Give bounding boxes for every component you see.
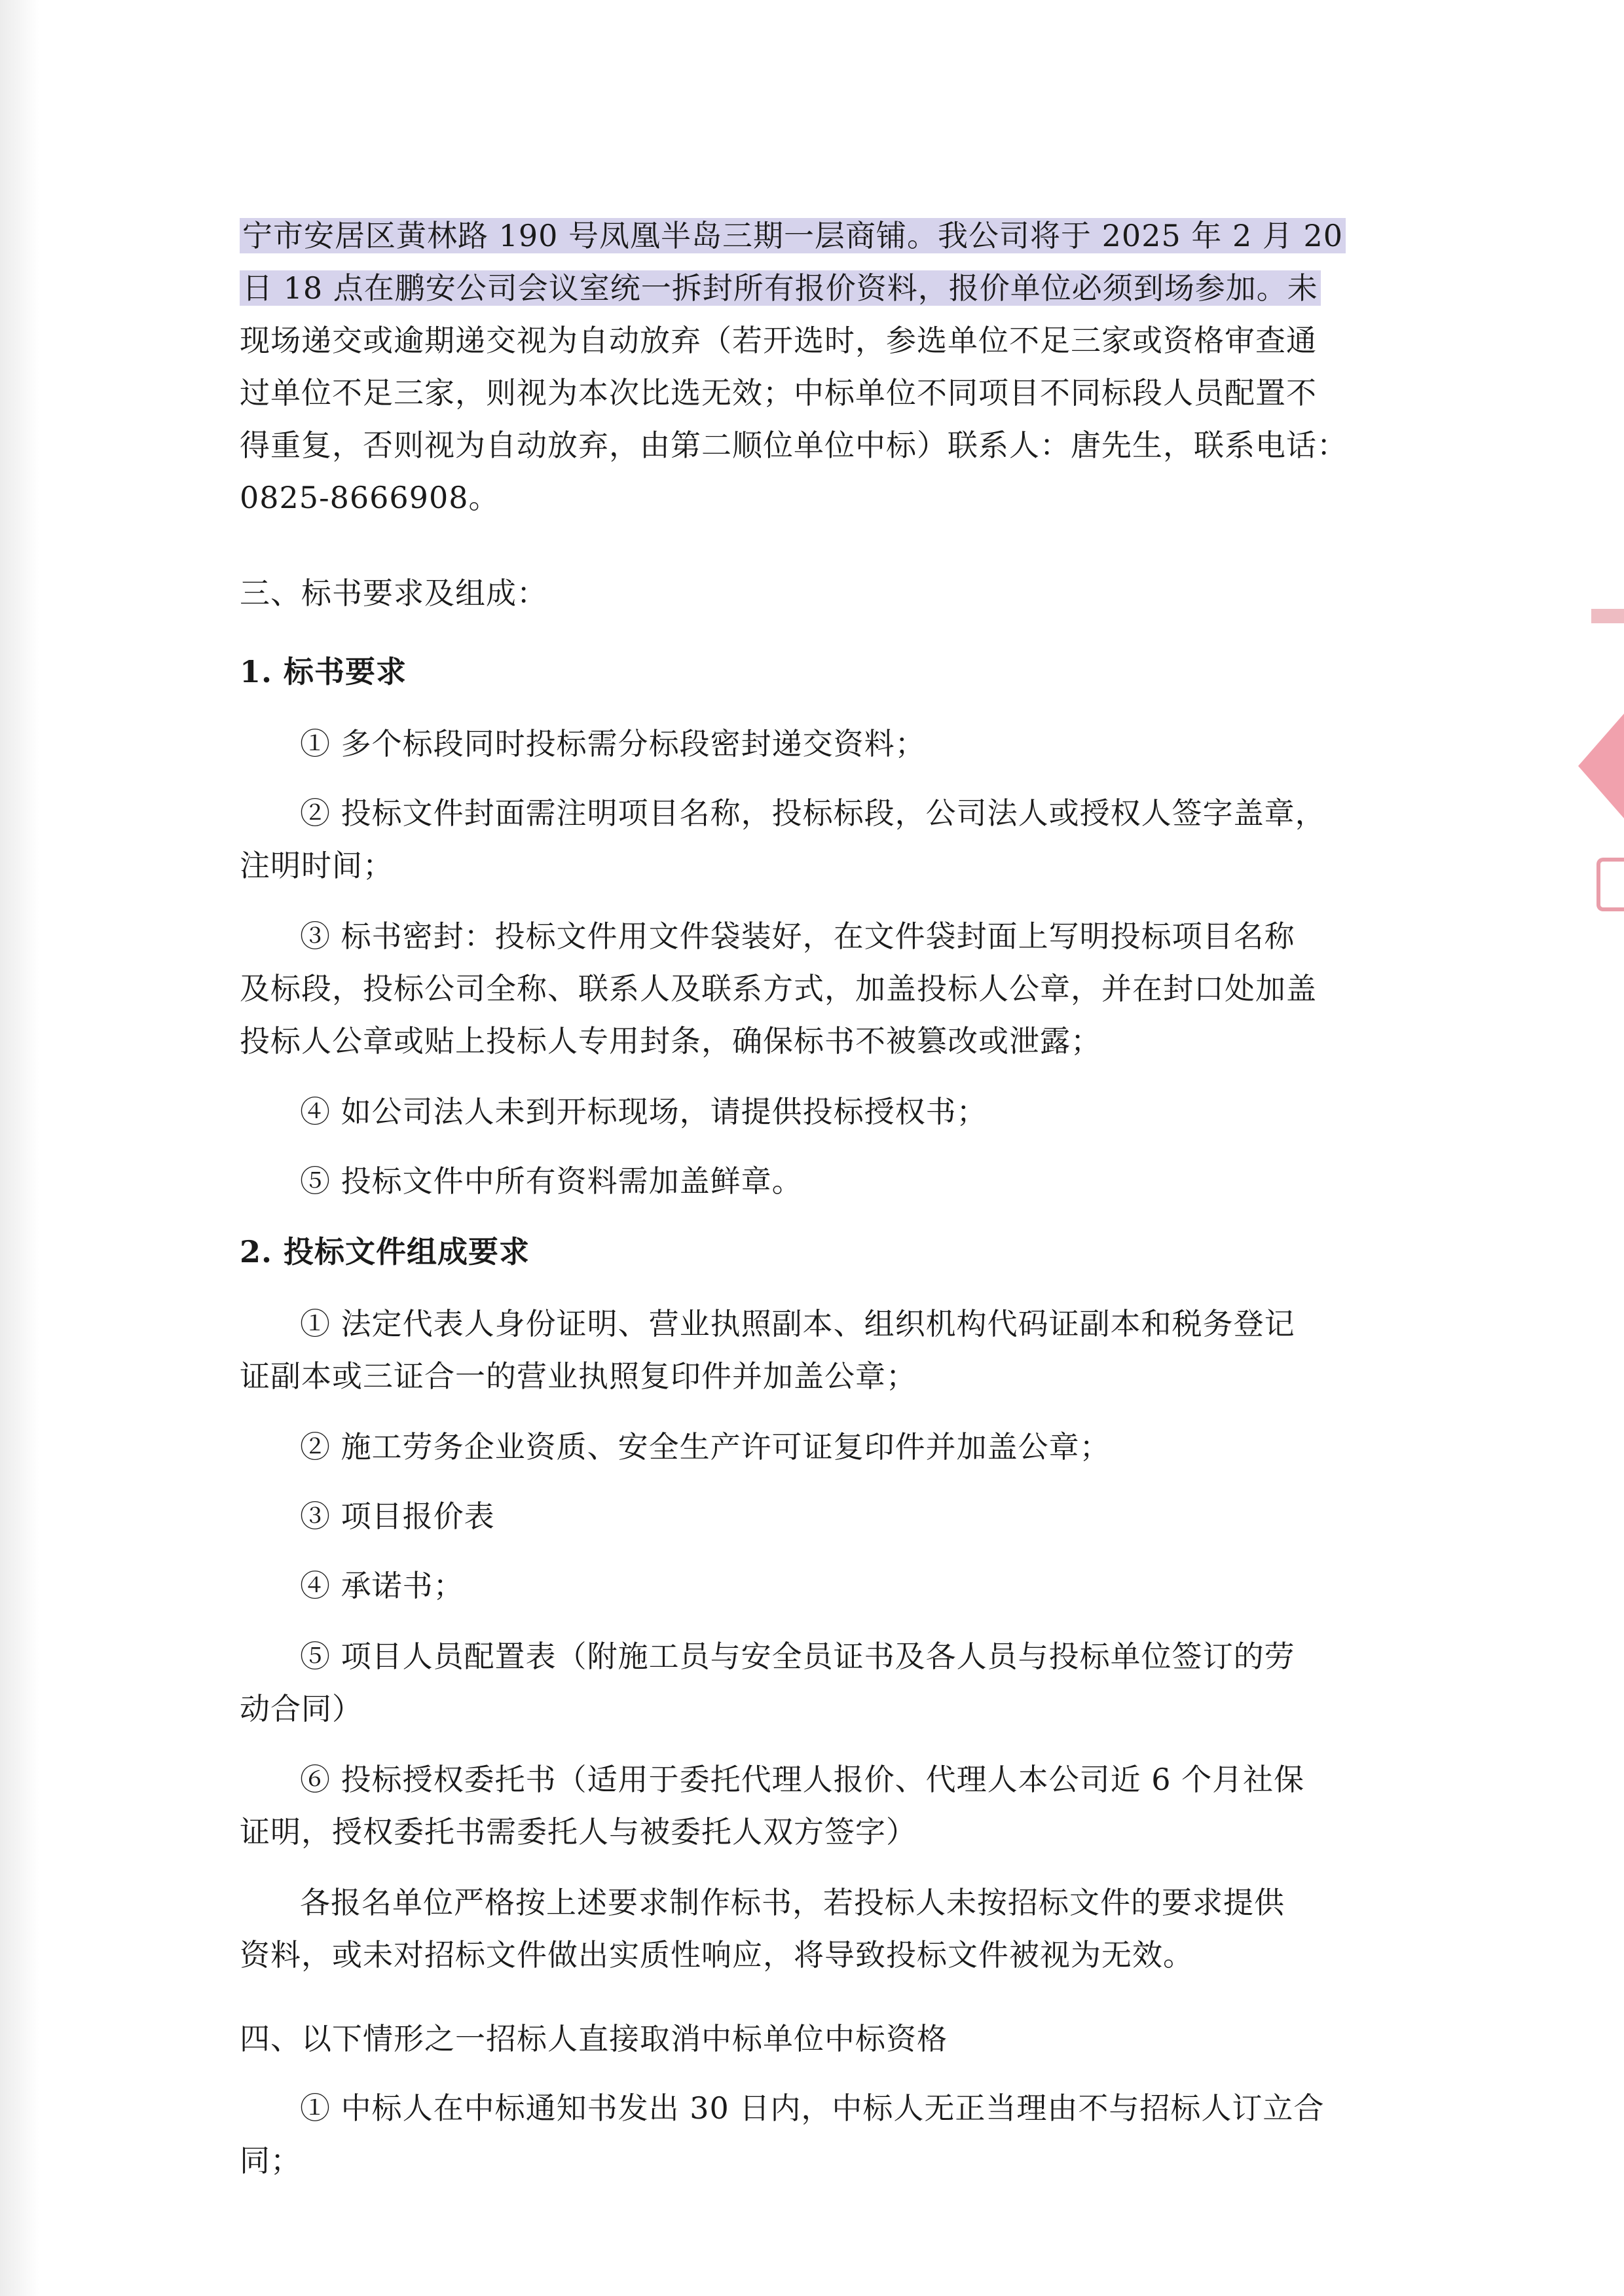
closing-paragraph-continuation: 资料，或未对招标文件做出实质性响应，将导致投标文件被视为无效。 xyxy=(240,1937,1194,1973)
list-item-continuation: 证明，授权委托书需委托人与被委托人双方签字） xyxy=(240,1814,917,1850)
paragraph-line: 现场递交或逾期递交视为自动放弃（若开选时，参选单位不足三家或资格审查通 xyxy=(240,323,1317,358)
list-item: ⑤ 项目人员配置表（附施工员与安全员证书及各人员与投标单位签订的劳 xyxy=(300,1639,1295,1674)
paragraph-line: 过单位不足三家，则视为本次比选无效；中标单位不同项目不同标段人员配置不 xyxy=(240,375,1317,410)
paragraph-line xyxy=(240,216,1346,255)
seal-mark-fragment xyxy=(1596,858,1624,911)
paragraph-line: 0825-8666908。 xyxy=(240,480,500,515)
seal-fragment xyxy=(1591,609,1624,623)
list-item: ① 中标人在中标通知书发出 30 日内，中标人无正当理由不与招标人订立合 xyxy=(300,2090,1325,2126)
list-item: ② 施工劳务企业资质、安全生产许可证复印件并加盖公章； xyxy=(300,1429,1111,1465)
subsection-heading: 1. 标书要求 xyxy=(240,654,407,689)
highlighted-text: 宁市安居区黄林路 190 号凤凰半岛三期一层商铺。我公司将于 2025 年 2 月 20 xyxy=(240,218,1346,253)
paragraph-line xyxy=(240,268,1321,308)
list-item-continuation: 及标段，投标公司全称、联系人及联系方式，加盖投标人公章，并在封口处加盖 xyxy=(240,971,1317,1006)
section-heading: 四、以下情形之一招标人直接取消中标单位中标资格 xyxy=(240,2021,948,2056)
list-item-continuation: 注明时间； xyxy=(240,848,394,883)
list-item: ⑤ 投标文件中所有资料需加盖鲜章。 xyxy=(300,1163,803,1199)
list-item-continuation: 动合同） xyxy=(240,1691,363,1726)
list-item-continuation: 投标人公章或贴上投标人专用封条，确保标书不被篡改或泄露； xyxy=(240,1023,1101,1059)
closing-paragraph: 各报名单位严格按上述要求制作标书，若投标人未按招标文件的要求提供 xyxy=(300,1885,1285,1920)
list-item: ③ 标书密封：投标文件用文件袋装好，在文件袋封面上写明投标项目名称 xyxy=(300,919,1295,954)
subsection-heading: 2. 投标文件组成要求 xyxy=(240,1234,530,1269)
list-item: ② 投标文件封面需注明项目名称，投标标段，公司法人或授权人签字盖章， xyxy=(300,795,1326,831)
list-item: ④ 如公司法人未到开标现场，请提供投标授权书； xyxy=(300,1094,987,1129)
list-item-continuation: 证副本或三证合一的营业执照复印件并加盖公章； xyxy=(240,1358,917,1394)
list-item: ⑥ 投标授权委托书（适用于委托代理人报价、代理人本公司近 6 个月社保 xyxy=(300,1762,1305,1797)
list-item: ① 法定代表人身份证明、营业执照副本、组织机构代码证副本和税务登记 xyxy=(300,1306,1295,1341)
section-heading: 三、标书要求及组成： xyxy=(240,575,547,611)
highlighted-text: 日 18 点在鹏安公司会议室统一拆封所有报价资料，报价单位必须到场参加。未 xyxy=(240,270,1321,306)
scan-edge-shadow xyxy=(0,0,39,2296)
list-item: ③ 项目报价表 xyxy=(300,1499,495,1534)
seal-star-fragment xyxy=(1578,714,1624,818)
list-item-continuation: 同； xyxy=(240,2143,301,2178)
paragraph-line: 得重复，否则视为自动放弃，由第二顺位单位中标）联系人：唐先生，联系电话： xyxy=(240,428,1348,463)
list-item: ① 多个标段同时投标需分标段密封递交资料； xyxy=(300,726,926,761)
list-item: ④ 承诺书； xyxy=(300,1568,464,1603)
